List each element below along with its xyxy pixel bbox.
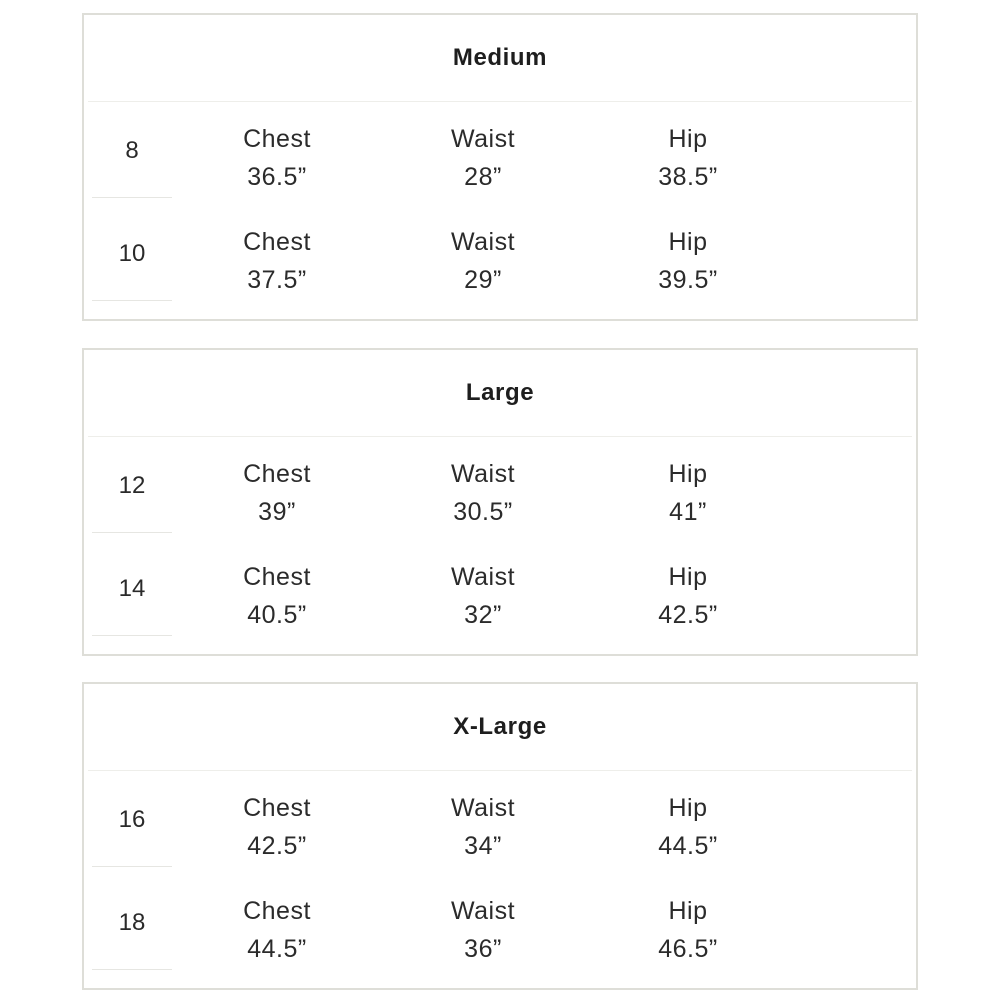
chest-measure [177, 223, 377, 299]
size-row [84, 102, 916, 205]
waist-label: Waist [450, 563, 516, 591]
hip-measure [588, 455, 788, 531]
waist-measure [383, 223, 583, 299]
hip-label: Hip [668, 460, 708, 488]
hip-label: Hip [668, 228, 708, 256]
chest-measure [177, 789, 377, 865]
size-row [84, 540, 916, 643]
hip-measure [588, 558, 788, 634]
hip-measure [588, 120, 788, 196]
hip-value: 44.5” [658, 832, 718, 860]
size-group-medium [82, 13, 918, 321]
divider [92, 866, 172, 867]
chest-value: 40.5” [247, 601, 307, 629]
waist-measure [383, 892, 583, 968]
size-row [84, 437, 916, 540]
hip-value: 41” [669, 498, 707, 526]
divider [92, 300, 172, 301]
chest-label: Chest [243, 228, 311, 256]
divider [92, 969, 172, 970]
size-number: 18 [118, 908, 146, 936]
hip-value: 46.5” [658, 935, 718, 963]
chest-label: Chest [243, 563, 311, 591]
divider [92, 197, 172, 198]
size-number: 8 [125, 136, 139, 164]
chest-measure [177, 120, 377, 196]
hip-value: 42.5” [658, 601, 718, 629]
divider [92, 635, 172, 636]
hip-label: Hip [668, 563, 708, 591]
hip-value: 39.5” [658, 266, 718, 294]
chest-measure [177, 558, 377, 634]
size-number: 14 [118, 574, 146, 602]
hip-measure [588, 789, 788, 865]
hip-label: Hip [668, 794, 708, 822]
hip-label: Hip [668, 125, 708, 153]
size-row [84, 205, 916, 308]
waist-measure [383, 455, 583, 531]
waist-value: 28” [464, 163, 502, 191]
group-title: Large [465, 379, 535, 406]
chest-label: Chest [243, 460, 311, 488]
waist-label: Waist [450, 460, 516, 488]
waist-value: 36” [464, 935, 502, 963]
group-title: Medium [452, 44, 548, 71]
waist-measure [383, 789, 583, 865]
chest-value: 39” [258, 498, 296, 526]
size-number: 10 [118, 239, 146, 267]
chest-label: Chest [243, 125, 311, 153]
chest-measure [177, 455, 377, 531]
chest-label: Chest [243, 897, 311, 925]
hip-value: 38.5” [658, 163, 718, 191]
waist-value: 30.5” [453, 498, 513, 526]
hip-measure [588, 892, 788, 968]
size-number: 16 [118, 805, 146, 833]
waist-value: 34” [464, 832, 502, 860]
waist-value: 32” [464, 601, 502, 629]
chest-value: 36.5” [247, 163, 307, 191]
chest-label: Chest [243, 794, 311, 822]
hip-label: Hip [668, 897, 708, 925]
waist-label: Waist [450, 125, 516, 153]
size-group-x-large [82, 682, 918, 990]
chest-value: 44.5” [247, 935, 307, 963]
size-row [84, 771, 916, 874]
waist-label: Waist [450, 228, 516, 256]
waist-value: 29” [464, 266, 502, 294]
group-title: X-Large [453, 713, 547, 740]
hip-measure [588, 223, 788, 299]
size-row [84, 874, 916, 977]
size-group-large [82, 348, 918, 656]
waist-measure [383, 120, 583, 196]
waist-measure [383, 558, 583, 634]
chest-value: 42.5” [247, 832, 307, 860]
chest-value: 37.5” [247, 266, 307, 294]
chest-measure [177, 892, 377, 968]
waist-label: Waist [450, 794, 516, 822]
size-number: 12 [118, 471, 146, 499]
waist-label: Waist [450, 897, 516, 925]
divider [92, 532, 172, 533]
